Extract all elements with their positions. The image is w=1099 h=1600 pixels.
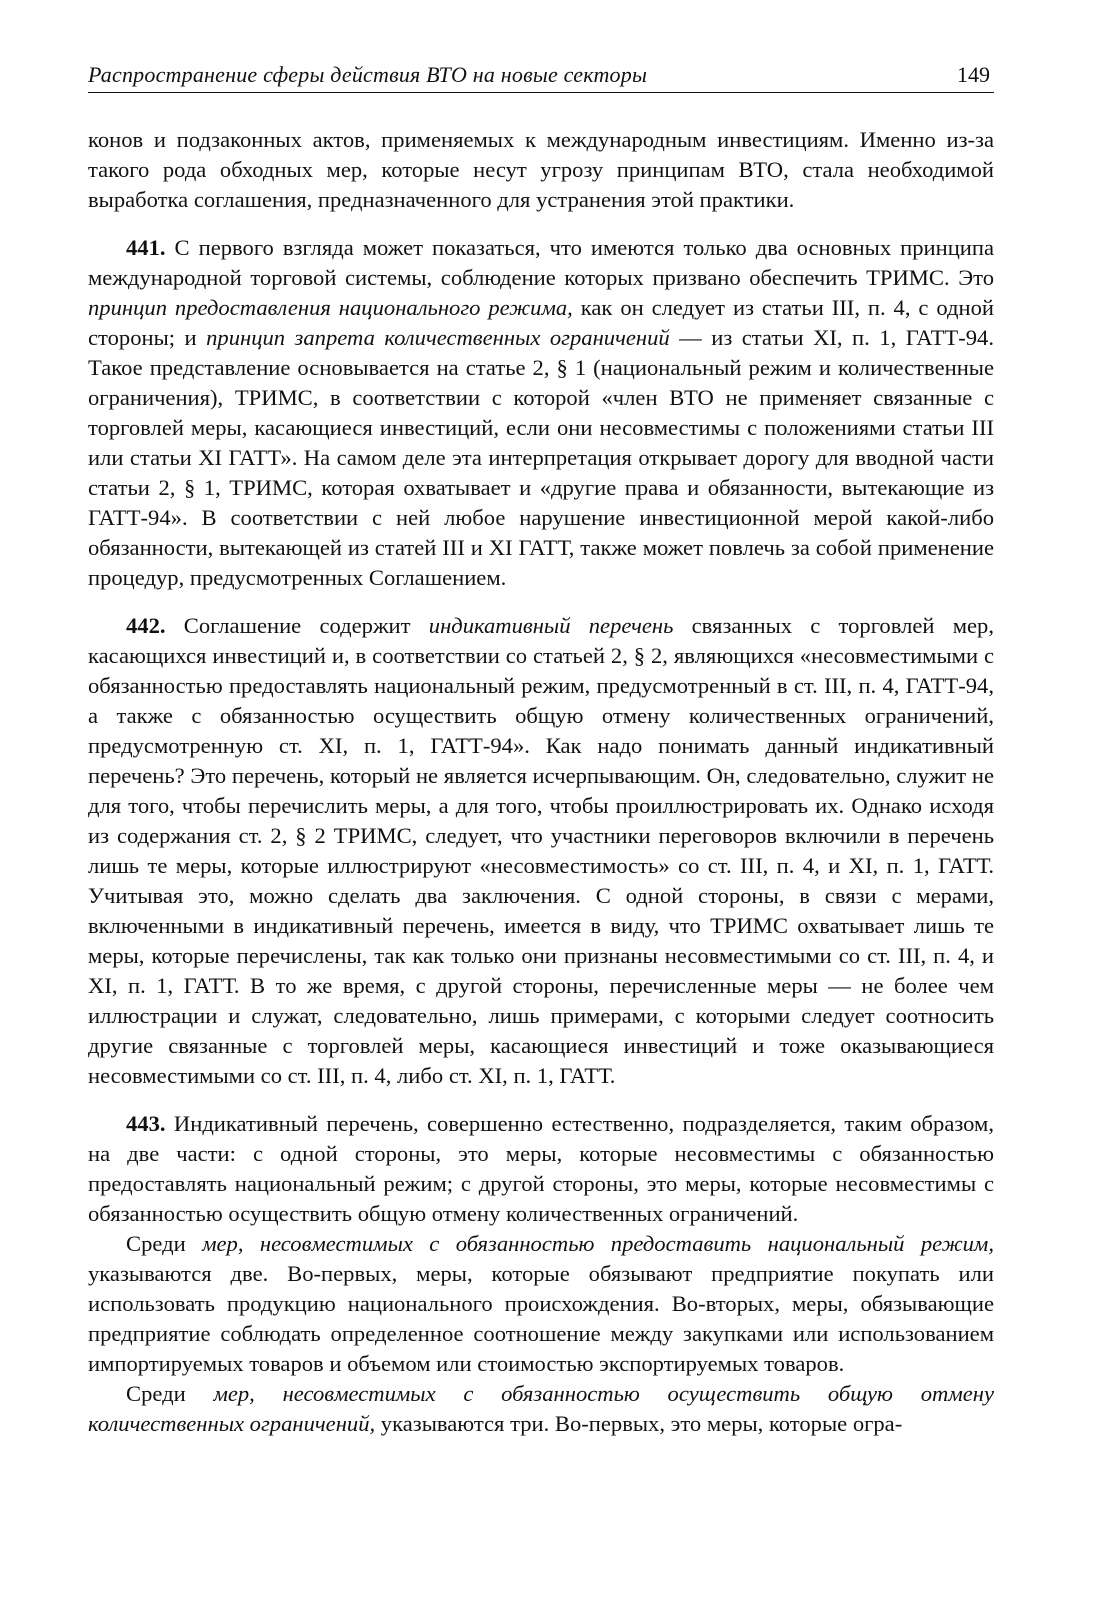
- page-number: 149: [957, 62, 990, 87]
- paragraph-text: связанных с торговлей мер, касающихся инвестиций и, в соответствии со статьей 2, § 2, являющихся «несовместимыми с обязанностью предоставлять национальный режим, предусмотренный в ст. III, п. 4, ГАТТ-94, а также с обязанностью осуществить общую отмену количественных ограничений, предусмотренную ст. XI, п. 1, ГАТТ-94». Как надо понимать данный индикативный перечень? Это перечень, который не является исчерпывающим. Он, следовательно, служит не для того, чтобы перечислить меры, а для того, чтобы проиллюстрировать их. Однако исходя из содержания ст. 2, § 2 ТРИМС, следует, что участники переговоров включили в перечень лишь те меры, которые иллюстрируют «несовместимость» со ст. III, п. 4, и XI, п. 1, ГАТТ. Учитывая это, можно сделать два заключения. С одной стороны, в связи с мерами, включенными в индикативный перечень, имеется в виду, что ТРИМС охватывает лишь те меры, которые перечислены, так как только они признаны несовместимыми со ст. III, п. 4, и XI, п. 1, ГАТТ. В то же время, с другой стороны, перечисленные меры — не более чем иллюстрации и служат, следовательно, лишь примерами, с которыми следует соотносить другие связанные с торговлей меры, касающиеся инвестиций и тоже оказывающиеся несовместимыми со ст. III, п. 4, либо ст. XI, п. 1, ГАТТ.: [88, 613, 995, 1088]
- body-text: [88, 125, 994, 1439]
- paragraph-443-quantitative-restrictions: [88, 1379, 994, 1439]
- paragraph-text: указываются три. Во-первых, это меры, которые огра-: [375, 1411, 903, 1436]
- italic-term: принцип предоставления национального режима,: [88, 295, 573, 320]
- paragraph-continued: [88, 125, 994, 215]
- paragraph-441: [88, 233, 994, 593]
- paragraph-text: указываются две. Во-первых, меры, которые обязывают предприятие покупать или использовать продукцию национального происхождения. Во-вторых, меры, обязывающие предприятие соблюдать определенное соотношение между закупками или использованием импортируемых товаров и объемом или стоимостью экспортируемых товаров.: [88, 1261, 994, 1376]
- running-title: Распространение сферы действия ВТО на новые секторы: [88, 62, 648, 87]
- paragraph-443: [88, 1109, 994, 1229]
- italic-term: принцип запрета количественных ограничений: [206, 325, 670, 350]
- document-page: [88, 62, 994, 1439]
- paragraph-text: Среди: [126, 1231, 203, 1256]
- paragraph-text: Индикативный перечень, совершенно естественно, подразделяется, таким образом, на две части: с одной стороны, это меры, которые несовместимы с обязанностью предоставлять национальный режим; с другой стороны, это меры, которые несовместимы с обязанностью осуществить общую отмену количественных ограничений.: [88, 1111, 994, 1226]
- paragraph-number: 441.: [126, 235, 166, 260]
- paragraph-442: [88, 611, 994, 1091]
- paragraph-443-national-regime: [88, 1229, 994, 1379]
- paragraph-number: 443.: [126, 1111, 166, 1136]
- paragraph-text: С первого взгляда может показаться, что имеются только два основных принципа международной торговой системы, соблюдение которых призвано обеспечить ТРИМС. Это: [88, 235, 994, 290]
- paragraph-text: Соглашение содержит: [165, 613, 429, 638]
- running-header: [88, 62, 994, 93]
- paragraph-text: как он следует из статьи III, п. 4, с одной стороны; и: [88, 295, 994, 350]
- paragraph-text: — из статьи XI, п. 1, ГАТТ-94. Такое представление основывается на статье 2, § 1 (национальный режим и количественные ограничения), ТРИМС, в соответствии с которой «член ВТО не применяет связанные с торговлей меры, касающиеся инвестиций, если они несовместимы с положениями статьи III или статьи XI ГАТТ». На самом деле эта интерпретация открывает дорогу для вводной части статьи 2, § 1, ТРИМС, которая охватывает и «другие права и обязанности, вытекающие из ГАТТ-94». В соответствии с ней любое нарушение инвестиционной мерой какой-либо обязанности, вытекающей из статей III и XI ГАТТ, также может повлечь за собой применение процедур, предусмотренных Соглашением.: [88, 325, 994, 590]
- paragraph-text: Среди: [126, 1381, 214, 1406]
- paragraph-text: конов и подзаконных актов, применяемых к международным инвестициям. Именно из-за такого рода обходных мер, которые несут угрозу принципам ВТО, стала необходимой выработка соглашения, предназначенного для устранения этой практики.: [88, 127, 994, 212]
- italic-term: мер, несовместимых с обязанностью предоставить национальный режим,: [202, 1231, 994, 1256]
- paragraph-number: 442.: [126, 613, 166, 638]
- italic-term: индикативный перечень: [428, 613, 674, 638]
- italic-term: мер, несовместимых с обязанностью осуществить общую отмену количественных ограничений,: [88, 1381, 995, 1436]
